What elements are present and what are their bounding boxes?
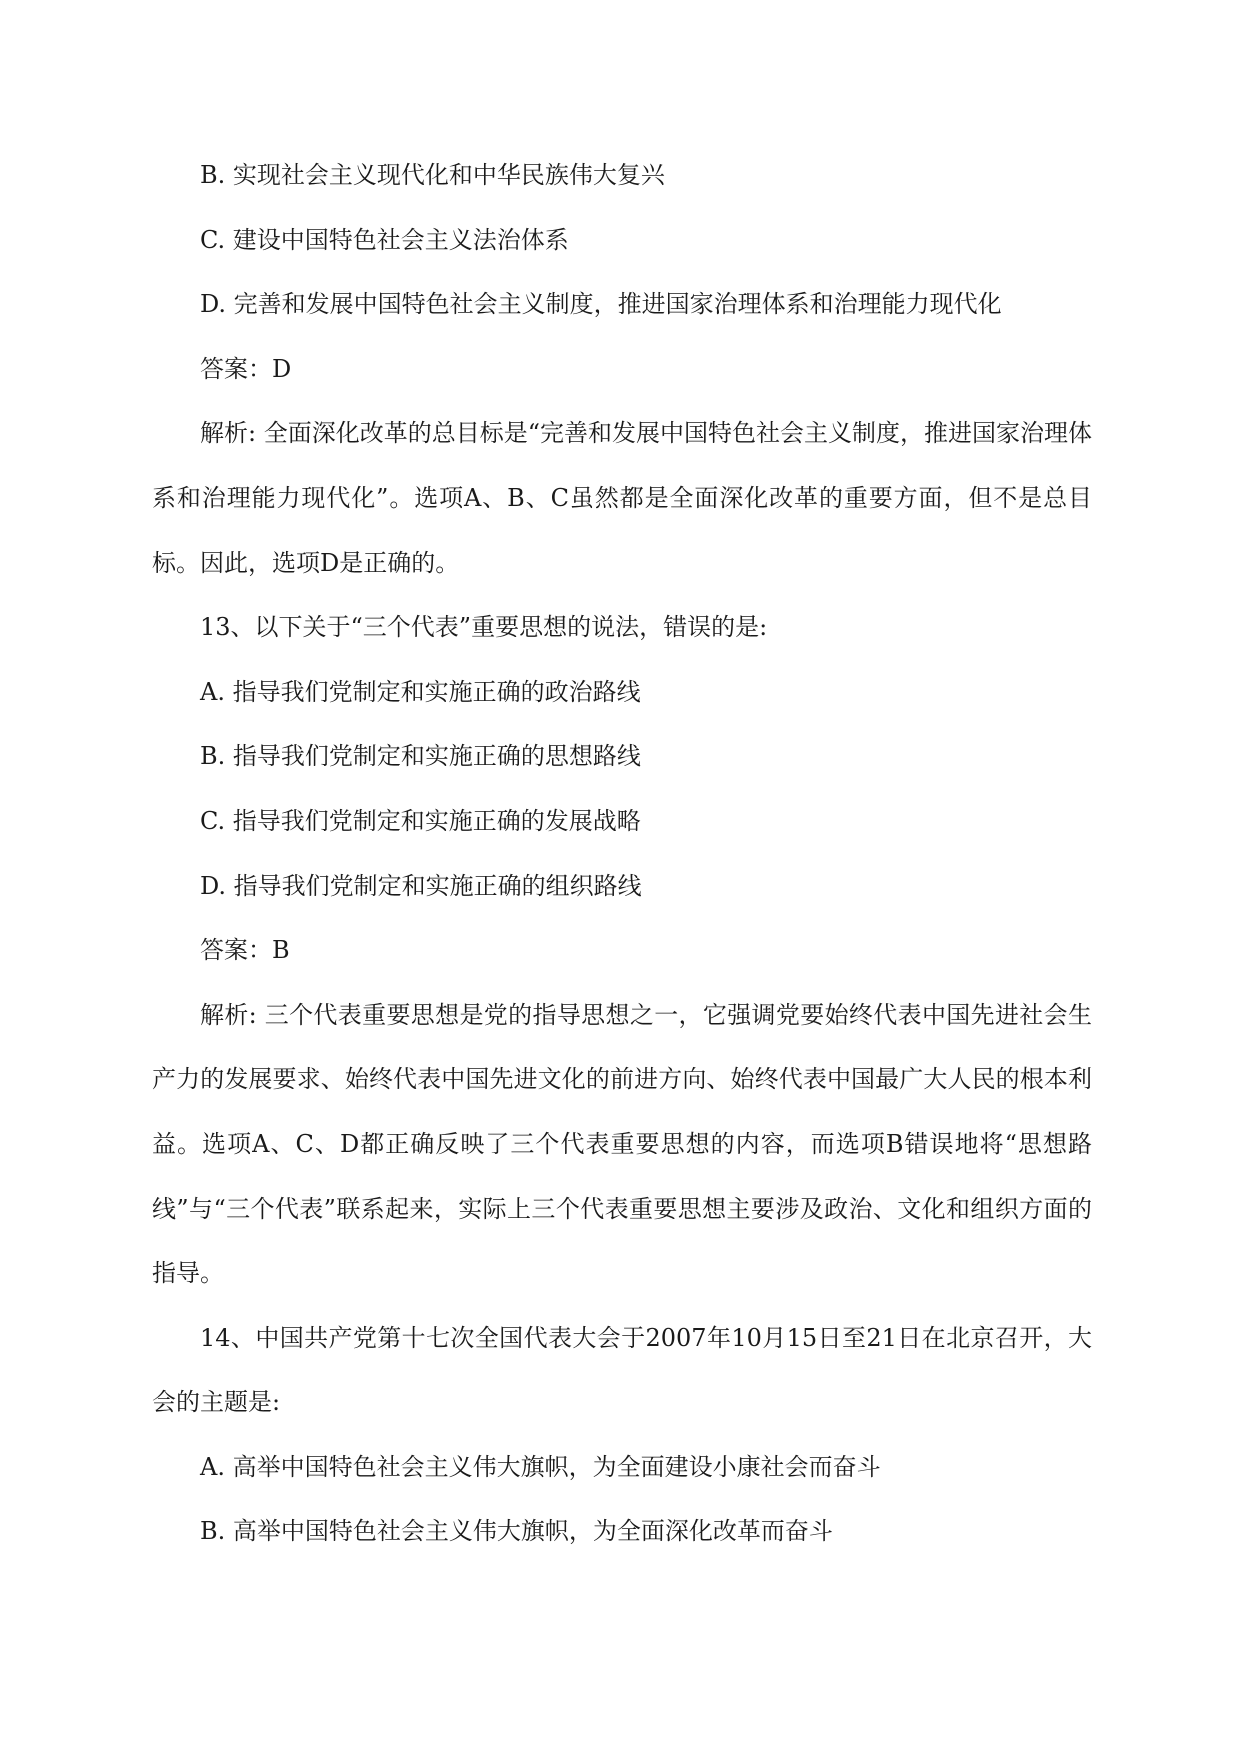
option-d-q12: D. 完善和发展中国特色社会主义制度，推进国家治理体系和治理能力现代化 bbox=[200, 290, 1002, 319]
option-b-q13: B. 指导我们党制定和实施正确的思想路线 bbox=[200, 742, 641, 771]
document-body bbox=[152, 143, 1092, 1564]
option-b-q14: B. 高举中国特色社会主义伟大旗帜，为全面深化改革而奋斗 bbox=[200, 1517, 833, 1546]
answer-q12: 答案：D bbox=[200, 354, 292, 383]
option-a-q14: A. 高举中国特色社会主义伟大旗帜，为全面建设小康社会而奋斗 bbox=[200, 1452, 881, 1481]
option-c-q12: C. 建设中国特色社会主义法治体系 bbox=[200, 225, 569, 254]
option-a-q13: A. 指导我们党制定和实施正确的政治路线 bbox=[200, 677, 641, 706]
explanation-q13: 解析: 三个代表重要思想是党的指导思想之一，它强调党要始终代表中国先进社会生产力的发展要求、始终代表中国先进文化的前进方向、始终代表中国最广大人民的根本利益。选项A、C、D都正确反映了三个代表重要思想的内容，而选项B错误地将“思想路线”与“三个代表”联系起来，实际上三个代表重要思想主要涉及政治、文化和组织方面的指导。 bbox=[152, 1000, 1092, 1288]
explanation-q12: 解析: 全面深化改革的总目标是“完善和发展中国特色社会主义制度，推进国家治理体系和治理能力现代化”。选项A、B、C虽然都是全面深化改革的重要方面，但不是总目标。因此，选项D是正确的。 bbox=[152, 419, 1092, 577]
answer-q13: 答案：B bbox=[200, 936, 290, 965]
question-14: 14、中国共产党第十七次全国代表大会于2007年10月15日至21日在北京召开，大会的主题是: bbox=[152, 1323, 1092, 1417]
question-13: 13、以下关于“三个代表”重要思想的说法，错误的是: bbox=[200, 613, 768, 642]
option-b-q12: B. 实现社会主义现代化和中华民族伟大复兴 bbox=[200, 161, 665, 189]
option-d-q13: D. 指导我们党制定和实施正确的组织路线 bbox=[200, 871, 642, 900]
option-c-q13: C. 指导我们党制定和实施正确的发展战略 bbox=[200, 806, 641, 835]
